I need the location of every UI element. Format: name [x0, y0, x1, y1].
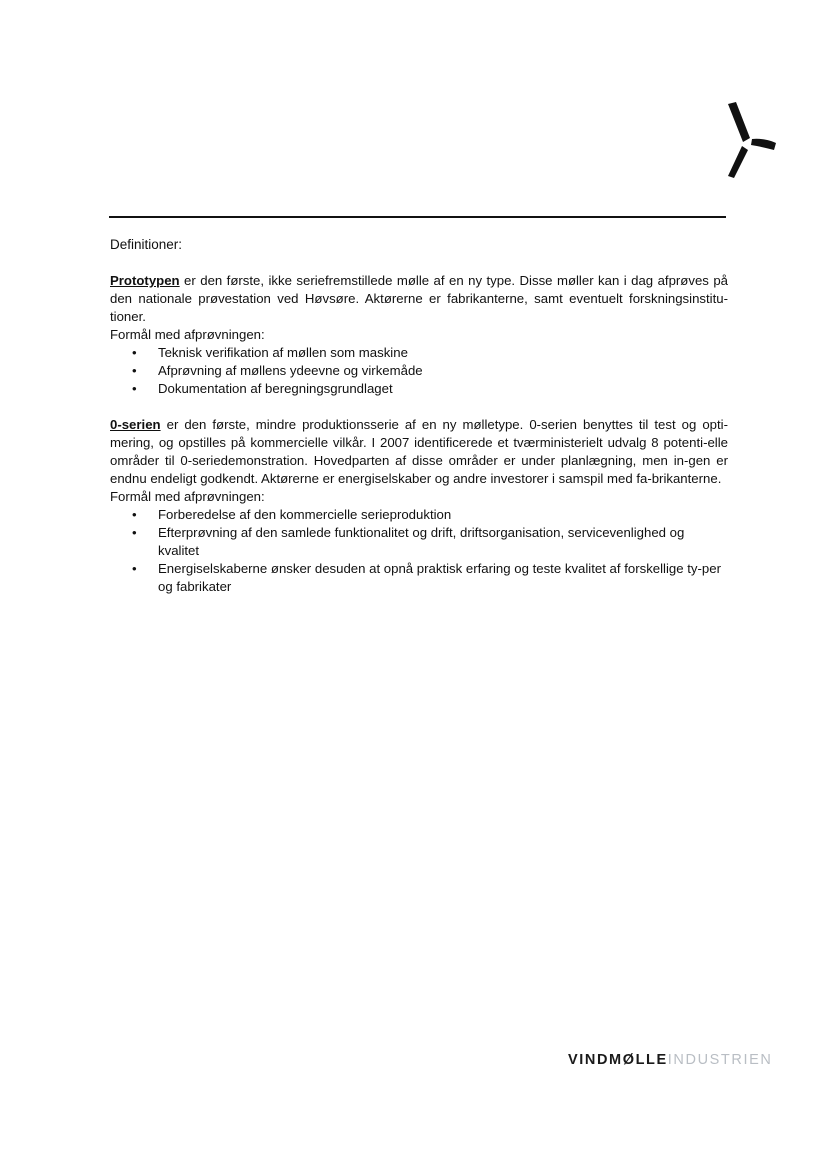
- definition-text: er den første, ikke seriefremstillede mølle af en ny type. Disse møller kan i dag afprøves på den nationale prøvestation ved Høvsøre. Aktørerne er fabrikanterne, samt eventuelt forskningsinstitu-tioner.: [110, 273, 728, 324]
- purpose-list: [110, 506, 728, 596]
- definition-term: 0-serien: [110, 417, 161, 432]
- wind-turbine-logo-icon: [718, 98, 778, 184]
- section-heading: Definitioner:: [110, 237, 183, 252]
- list-item: • Forberedelse af den kommercielle serieproduktion: [158, 506, 728, 524]
- definition-prototype: [110, 272, 728, 398]
- list-item: • Dokumentation af beregningsgrundlaget: [158, 380, 728, 398]
- definition-term: Prototypen: [110, 273, 180, 288]
- list-item: • Afprøvning af møllens ydeevne og virkemåde: [158, 362, 728, 380]
- list-item: • Energiselskaberne ønsker desuden at opnå praktisk erfaring og teste kvalitet af forskellige ty-per og fabrikater: [158, 560, 728, 596]
- purpose-label: Formål med afprøvningen:: [110, 327, 265, 342]
- list-item: • Teknisk verifikation af møllen som maskine: [158, 344, 728, 362]
- definition-0-series: [110, 416, 728, 596]
- brand-name-light: INDUSTRIEN: [667, 1052, 773, 1068]
- definition-paragraph: [110, 416, 728, 488]
- purpose-label: Formål med afprøvningen:: [110, 489, 265, 504]
- document-body: [110, 236, 728, 596]
- footer-brand-logo: [568, 1052, 772, 1068]
- definition-text: er den første, mindre produktionsserie af en ny mølletype. 0-serien benyttes til test og opti-mering, og opstilles på kommercielle vilkår. I 2007 identificerede et tværministerielt udvalg 8 potenti-elle områder til 0-seriedemonstration. Hovedparten af disse områder er under planlægning, men in-gen er endnu endeligt godkendt. Aktørerne er energiselskaber og andre investorer i samspil med fa-brikanterne.: [110, 417, 728, 486]
- list-item: • Efterprøvning af den samlede funktionalitet og drift, driftsorganisation, servicevenlighed og kvalitet: [158, 524, 728, 560]
- header-rule: [109, 216, 726, 218]
- brand-name-strong: VINDMØLLE: [568, 1052, 668, 1068]
- purpose-list: [110, 344, 728, 398]
- definition-paragraph: [110, 272, 728, 326]
